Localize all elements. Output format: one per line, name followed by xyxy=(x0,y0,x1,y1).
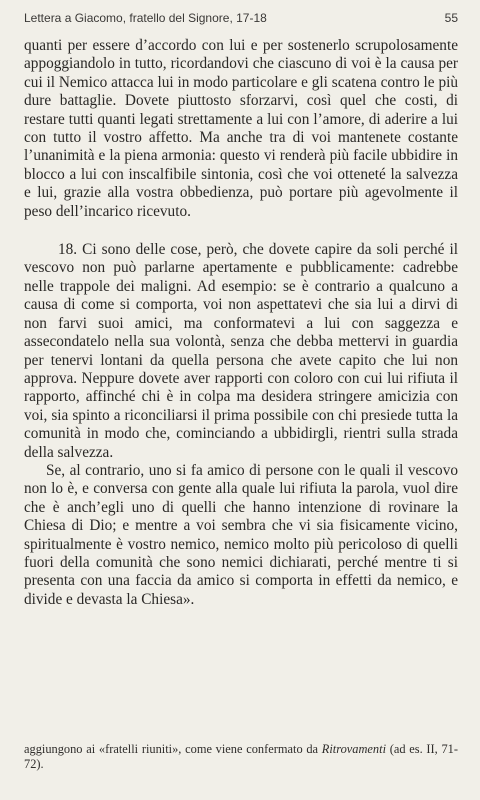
footnote-italic-title: Ritrovamenti xyxy=(321,742,387,756)
paragraph-3: Se, al contrario, uno si fa amico di persone con le quali il vescovo non lo è, e conversa con gente alla quale lui rifiuta la parola, vuol dire che è anch’egli uno di quelli che hanno intenzione di rovinare la Chiesa di Dio; e mentre a voi sembra che vi sia fisicamente vicino, spiritualmente è vostro nemico, nemico molto più pericoloso di quelli fuori della comunità che sono nemici dichiarati, perché mentre ti si presenta con una faccia da amico si comporta in effetti da nemico, e divide e devasta la Chiesa». xyxy=(24,461,458,608)
running-head xyxy=(24,11,458,27)
paragraph-2: 18. Ci sono delle cose, però, che dovete capire da soli perché il vescovo non può parlarne apertamente e pubblicamente: cadrebbe nelle trappole dei maligni. Ad esempio: se è contrario a qualcuno a causa di come si comporta, voi non aspettatevi che sia lui a dirvi di non farvi suoi amici, ma conformatevi a lui con saggezza e assecondatelo nella sua volontà, senza che debba mettervi in guardia per tenervi lontani da quella persona che avete capito che lui non approva. Neppure dovete aver rapporti con coloro con cui lui rifiuta il rapporto, affinché chi è in colpa ma desidera stringere amicizia con voi, sia spinto a riconciliarsi il prima possibile con chi presiede tutta la comunità in modo che, cominciando a ubbidirgli, rientri sulla strada della salvezza. xyxy=(24,241,458,461)
page-number: 55 xyxy=(444,11,458,25)
footnote-text-before: aggiungono ai «fratelli riuniti», come viene confermato da xyxy=(24,742,322,756)
paragraph-1: quanti per essere d’accordo con lui e per sostenerlo scrupolosamente appoggiandolo in tutto, ricordandovi che ciascuno di voi è la causa per cui il Nemico attacca lui in modo particolare e gli scatena contro le più dure battaglie. Dovete piuttosto sforzarvi, così quel che costi, di restare tutti quanti legati strettamente a lui con l’amore, di aderire a lui con tutto il vostro affetto. Ma anche tra di voi mantenete costante l’unanimità e la piena armonia: questo vi renderà più facile ubbidire in blocco a lui con inscalfibile sintonia, così che voi otteneté la salvezza e lui, grazie alla vostra obbedienza, può portare più agevolmente il peso dell’incarico ricevuto. xyxy=(24,37,458,220)
footnote-text-after: (ad es. II, 71-72). xyxy=(24,742,458,771)
running-title: Lettera a Giacomo, fratello del Signore, 17-18 xyxy=(24,11,267,25)
body-text xyxy=(24,37,458,609)
footnote-paragraph xyxy=(24,742,458,772)
footnote xyxy=(24,742,458,772)
